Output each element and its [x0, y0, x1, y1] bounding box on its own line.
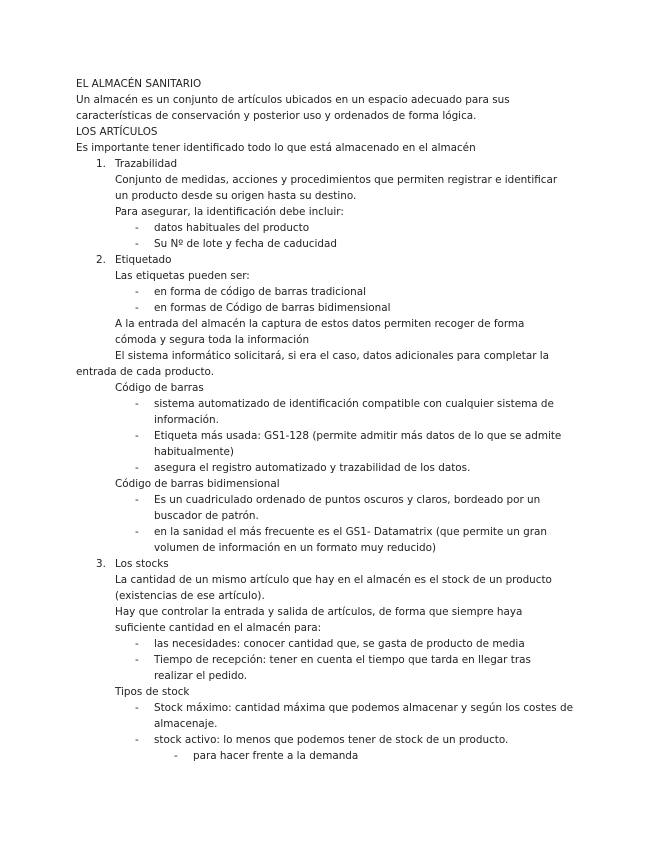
paragraph-line: un producto desde su origen hasta su destino. — [115, 190, 357, 202]
bullet-item: en la sanidad el más frecuente es el GS1- Datamatrix (que permite un gran — [154, 526, 547, 538]
bullet-item: sistema automatizado de identificación compatible con cualquier sistema de — [154, 398, 554, 410]
paragraph-line: suficiente cantidad en el almacén para: — [115, 622, 322, 634]
bullet-item-cont: volumen de información en un formato muy reducido) — [154, 542, 437, 554]
bullet-item: en forma de código de barras tradicional — [154, 286, 366, 298]
paragraph-line: entrada de cada producto. — [76, 366, 215, 378]
paragraph-line: El sistema informático solicitará, si era el caso, datos adicionales para completar la — [115, 350, 550, 362]
section-title-stocks: Los stocks — [115, 558, 169, 570]
paragraph-line: La cantidad de un mismo artículo que hay en el almacén es el stock de un producto — [115, 574, 552, 586]
section-heading-articulos: LOS ARTÍCULOS — [76, 126, 158, 138]
list-number: 1. — [96, 158, 106, 170]
bullet-item: Su Nº de lote y fecha de caducidad — [154, 238, 337, 250]
bullet-dash: - — [135, 430, 139, 442]
bullet-item: Stock máximo: cantidad máxima que podemos almacenar y según los costes de — [154, 702, 574, 714]
bullet-dash: - — [135, 398, 139, 410]
subheading-tipos-stock: Tipos de stock — [115, 686, 190, 698]
paragraph-line: Para asegurar, la identificación debe incluir: — [115, 206, 344, 218]
bullet-item-cont: información. — [154, 414, 219, 426]
bullet-dash: - — [135, 526, 139, 538]
bullet-dash: - — [135, 734, 139, 746]
bullet-item: las necesidades: conocer cantidad que, se gasta de producto de media — [154, 638, 525, 650]
subheading-codigo-barras-bidimensional: Código de barras bidimensional — [115, 478, 280, 490]
section-title-etiquetado: Etiquetado — [115, 254, 172, 266]
bullet-dash: - — [135, 462, 139, 474]
bullet-item: datos habituales del producto — [154, 222, 310, 234]
bullet-item: Etiqueta más usada: GS1-128 (permite admitir más datos de lo que se admite — [154, 430, 562, 442]
articulos-lead: Es importante tener identificado todo lo que está almacenado en el almacén — [76, 142, 476, 154]
list-number: 3. — [96, 558, 106, 570]
paragraph-line: cómoda y segura toda la información — [115, 334, 310, 346]
bullet-item: en formas de Código de barras bidimensional — [154, 302, 391, 314]
bullet-dash: - — [135, 286, 139, 298]
doc-title: EL ALMACÉN SANITARIO — [76, 78, 202, 90]
bullet-dash: - — [135, 238, 139, 250]
bullet-item: asegura el registro automatizado y trazabilidad de los datos. — [154, 462, 471, 474]
bullet-item-cont: buscador de patrón. — [154, 510, 259, 522]
bullet-item-cont: habitualmente) — [154, 446, 234, 458]
bullet-dash: - — [135, 702, 139, 714]
bullet-item: stock activo: lo menos que podemos tener de stock de un producto. — [154, 734, 509, 746]
paragraph-line: (existencias de ese artículo). — [115, 590, 265, 602]
paragraph-line: A la entrada del almacén la captura de estos datos permiten recoger de forma — [115, 318, 525, 330]
intro-line: características de conservación y posterior uso y ordenados de forma lógica. — [76, 110, 477, 122]
bullet-item: Es un cuadriculado ordenado de puntos oscuros y claros, bordeado por un — [154, 494, 541, 506]
bullet-dash: - — [135, 222, 139, 234]
sub-bullet-item: para hacer frente a la demanda — [193, 750, 359, 762]
subheading-codigo-barras: Código de barras — [115, 382, 204, 394]
paragraph-line: Hay que controlar la entrada y salida de artículos, de forma que siempre haya — [115, 606, 523, 618]
sub-bullet-dash: - — [174, 750, 178, 762]
paragraph-line: Conjunto de medidas, acciones y procedimientos que permiten registrar e identificar — [115, 174, 558, 186]
bullet-dash: - — [135, 302, 139, 314]
section-title-trazabilidad: Trazabilidad — [115, 158, 178, 170]
list-number: 2. — [96, 254, 106, 266]
bullet-item: Tiempo de recepción: tener en cuenta el tiempo que tarda en llegar tras — [154, 654, 531, 666]
bullet-item-cont: almacenaje. — [154, 718, 218, 730]
paragraph-line: Las etiquetas pueden ser: — [115, 270, 250, 282]
bullet-dash: - — [135, 638, 139, 650]
bullet-item-cont: realizar el pedido. — [154, 670, 248, 682]
bullet-dash: - — [135, 654, 139, 666]
bullet-dash: - — [135, 494, 139, 506]
intro-line: Un almacén es un conjunto de artículos ubicados en un espacio adecuado para sus — [76, 94, 510, 106]
